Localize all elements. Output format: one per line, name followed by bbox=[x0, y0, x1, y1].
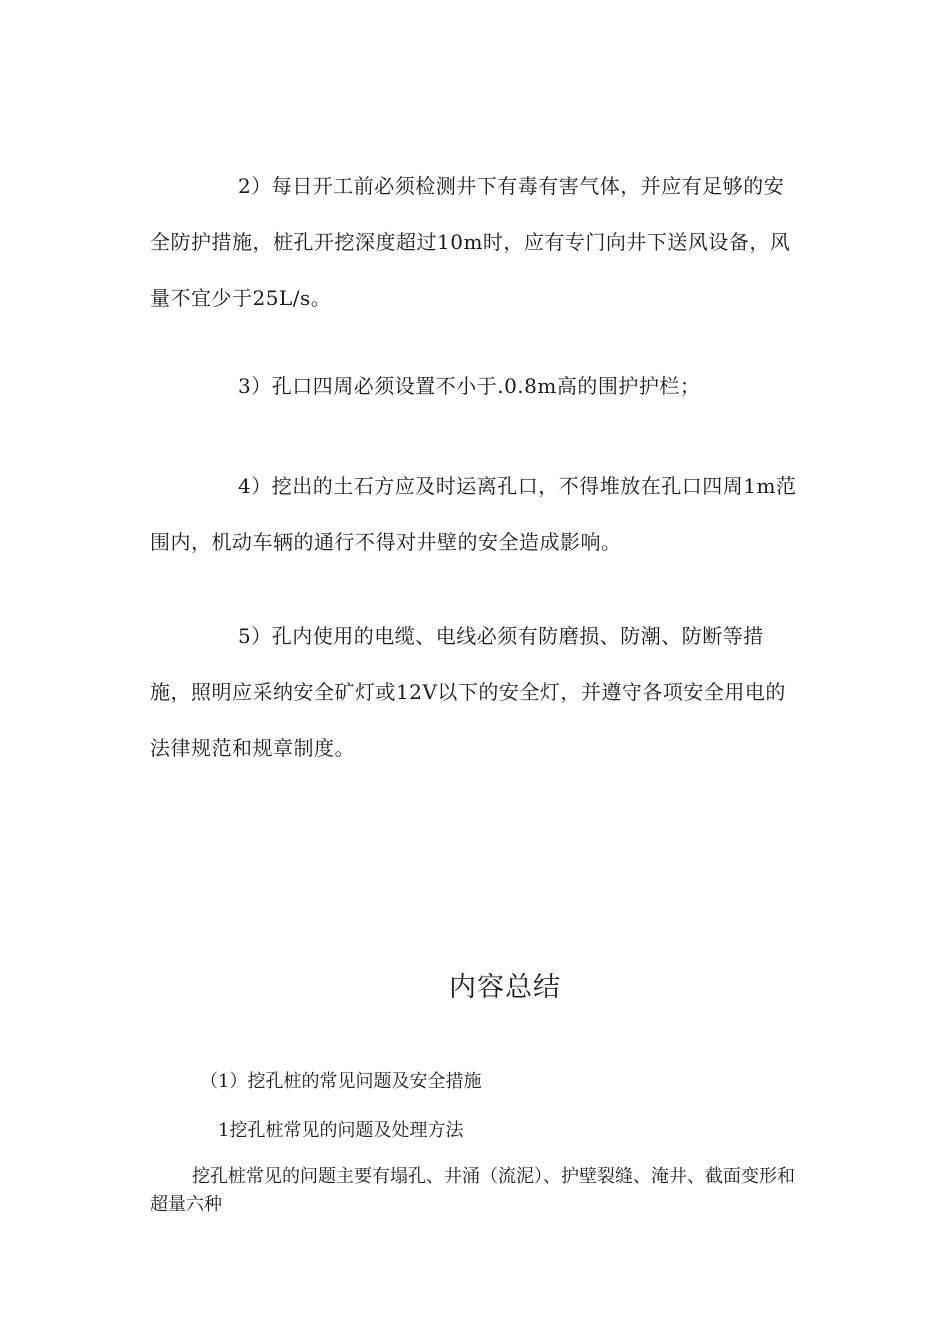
summary-body-text bbox=[150, 1163, 798, 1219]
paragraph-item-5 bbox=[150, 608, 798, 776]
paragraph-text: 5）孔内使用的电缆、电线必须有防磨损、防潮、防断等措施，照明应采纳安全矿灯或12V以下的安全灯，并遵守各项安全用电的法律规范和规章制度。 bbox=[150, 624, 786, 760]
summary-body-content: 挖孔桩常见的问题主要有塌孔、井涌（流泥）、护壁裂缝、淹井、截面变形和超量六种 bbox=[150, 1166, 795, 1215]
paragraph-text: 4）挖出的土石方应及时运离孔口，不得堆放在孔口四周1m范围内，机动车辆的通行不得对井壁的安全造成影响。 bbox=[150, 474, 797, 554]
paragraph-item-4 bbox=[150, 458, 798, 570]
paragraph-text: 3）孔口四周必须设置不小于.0.8m高的围护护栏； bbox=[238, 374, 701, 398]
paragraph-text: 2）每日开工前必须检测井下有毒有害气体，并应有足够的安全防护措施，桩孔开挖深度超过10m时，应有专门向井下送风设备，风量不宜少于25L/s。 bbox=[150, 174, 791, 310]
paragraph-item-2 bbox=[150, 158, 798, 326]
summary-heading-2: 1挖孔桩常见的问题及处理方法 bbox=[218, 1120, 464, 1141]
summary-heading-1: （1）挖孔桩的常见问题及安全措施 bbox=[200, 1071, 482, 1092]
summary-title: 内容总结 bbox=[449, 972, 561, 1003]
paragraph-item-3 bbox=[150, 358, 798, 414]
